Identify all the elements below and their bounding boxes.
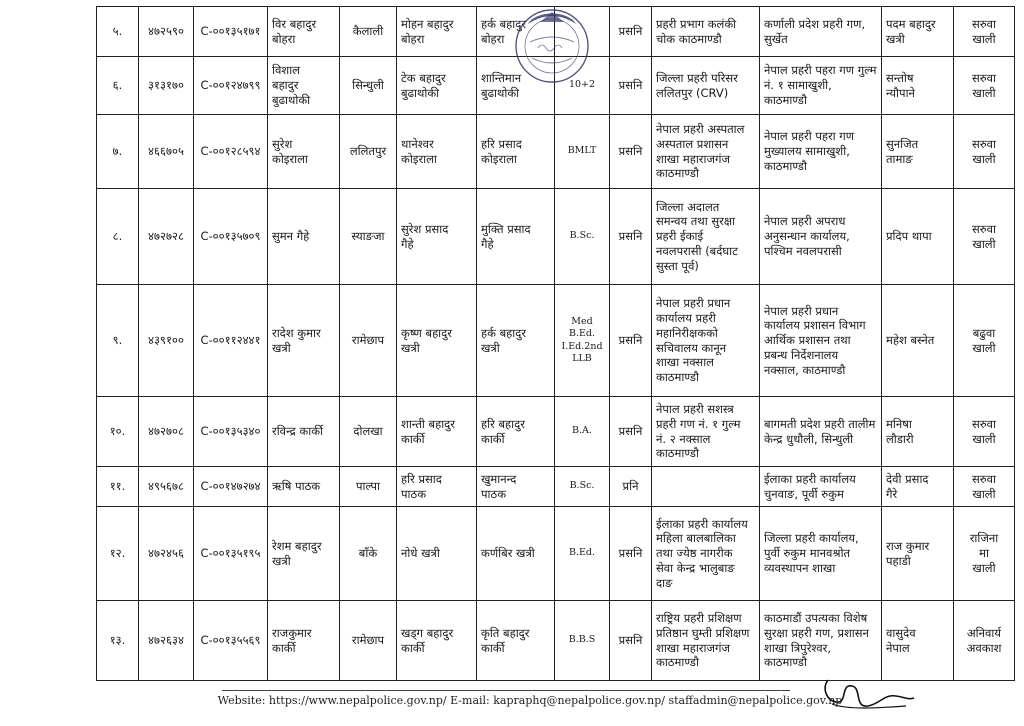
serial-number-cell (97, 7, 139, 57)
personnel-id-cell (139, 397, 194, 467)
remark: सरुवा खाली (971, 471, 997, 501)
current-office: जिल्ला अदालत समन्वय तथा सुरक्षा प्रहरी ईकाई नवलपरासी (बर्दघाट सुस्ता पूर्व) (656, 199, 738, 273)
education-cell (555, 115, 610, 189)
signature (818, 664, 918, 716)
district-cell (340, 507, 397, 601)
transfer-office: ईलाका प्रहरी कार्यालय चुनवाङ, पूर्वी रुकुम (764, 471, 856, 501)
grandfather-name-cell (477, 397, 555, 467)
grandfather-name: हर्क बहादुर खत्री (481, 325, 527, 355)
education-cell (555, 467, 610, 507)
footer-divider (222, 690, 790, 691)
district: ललितपुर (349, 144, 387, 159)
current-office-cell (652, 7, 760, 57)
service-status-cell (610, 285, 652, 397)
citizen-code-cell (194, 285, 268, 397)
remark-cell (954, 601, 1015, 681)
table-row (97, 467, 1015, 507)
approver-name-cell (882, 397, 954, 467)
district: सिन्धुली (352, 78, 384, 93)
transfer-office-cell (760, 7, 882, 57)
transfer-office-cell (760, 507, 882, 601)
education-cell (555, 397, 610, 467)
education-cell (555, 189, 610, 285)
table-row (97, 397, 1015, 467)
grandfather-name: हर्क बहादुर बोहरा (481, 16, 527, 46)
citizen-code-cell (194, 397, 268, 467)
education-cell (555, 285, 610, 397)
personnel-id: ३१३१७० (148, 78, 184, 93)
transfer-office: जिल्ला प्रहरी कार्यालय, पुर्वी रुकुम मानवश्रोत व्यवस्थापन शाखा (764, 531, 859, 575)
service-status: प्रसनि (618, 24, 643, 39)
transfer-office-cell (760, 189, 882, 285)
remark: सरुवा खाली (971, 416, 997, 446)
district: पाल्पा (356, 479, 380, 494)
remark: सरुवा खाली (971, 16, 997, 46)
remark: बढुवा खाली (972, 325, 996, 355)
remark: सरुवा खाली (971, 221, 997, 251)
grandfather-name-cell (477, 507, 555, 601)
employee-name: राजकुमार कार्की (272, 625, 312, 655)
employee-name-cell (268, 115, 340, 189)
personnel-id-cell (139, 601, 194, 681)
current-office-cell (652, 189, 760, 285)
remark-cell (954, 7, 1015, 57)
district-cell (340, 57, 397, 115)
grandfather-name: हरि बहादुर कार्की (481, 416, 525, 446)
grandfather-name-cell (477, 7, 555, 57)
citizen-code-cell (194, 601, 268, 681)
remark-cell (954, 57, 1015, 115)
service-status: प्रसनि (618, 144, 643, 159)
service-status-cell (610, 507, 652, 601)
grandfather-name: कर्णबिर खत्री (481, 546, 535, 561)
remark: अनिवार्य अवकाश (966, 625, 1002, 655)
serial-number: ८. (112, 229, 123, 244)
transfer-office: काठमाडौं उपत्यका विशेष सुरक्षा प्रहरी गण, प्रशासन शाखा त्रिपुरेश्वर, काठमाण्डौ (764, 611, 869, 670)
father-name-cell (397, 397, 477, 467)
education: 10+2 (568, 79, 596, 91)
service-status-cell (610, 189, 652, 285)
employee-name-cell (268, 57, 340, 115)
service-status: प्रसनि (618, 633, 643, 648)
father-name-cell (397, 115, 477, 189)
serial-number-cell (97, 57, 139, 115)
current-office: ईलाका प्रहरी कार्यालय महिला बालबालिका तथा ज्येष्ठ नागरीक सेवा केन्द्र भालुबाङ दाङ (656, 516, 748, 590)
education-cell (555, 7, 610, 57)
service-status-cell (610, 397, 652, 467)
remark-cell (954, 189, 1015, 285)
district-cell (340, 7, 397, 57)
personnel-id-cell (139, 57, 194, 115)
employee-name-cell (268, 189, 340, 285)
citizen-code-cell (194, 507, 268, 601)
table-row (97, 57, 1015, 115)
father-name-cell (397, 57, 477, 115)
footer-contact: Website: https://www.nepalpolice.gov.np/ E-mail: kapraphq@nepalpolice.gov.np/ staffadmin@nepalpolice.gov.np (217, 694, 843, 707)
current-office-cell (652, 57, 760, 115)
father-name: टेक बहादुर बुढाथोकी (401, 70, 446, 100)
district-cell (340, 467, 397, 507)
service-status: प्रसनि (618, 424, 643, 439)
district-cell (340, 397, 397, 467)
personnel-id-cell (139, 115, 194, 189)
transfer-office-cell (760, 397, 882, 467)
grandfather-name-cell (477, 189, 555, 285)
approver-name: पदम बहादुर खत्री (886, 16, 936, 46)
approver-name: देवी प्रसाद गैरे (886, 471, 929, 501)
transfer-office: बागमती प्रदेश प्रहरी तालीम केन्द्र धुधौली, सिन्धुली (764, 416, 876, 446)
employee-name: सुरेश कोइराला (272, 136, 308, 166)
serial-number: १३. (109, 633, 126, 648)
citizen-code: C-००१३५७०९ (200, 229, 261, 244)
education: Med B.Ed. I.Ed.2nd LLB (561, 316, 603, 364)
personnel-id: ४७२५९० (148, 24, 184, 39)
current-office: नेपाल प्रहरी सशस्त्र प्रहरी गण नं. १ गुल्म नं. २ नक्साल काठमाण्डौ (656, 402, 741, 461)
personnel-id-cell (139, 7, 194, 57)
grandfather-name: हरि प्रसाद कोइराला (481, 136, 522, 166)
remark: राजिना मा खाली (969, 531, 999, 575)
citizen-code-cell (194, 7, 268, 57)
remark-cell (954, 467, 1015, 507)
personnel-id-cell (139, 507, 194, 601)
approver-name-cell (882, 467, 954, 507)
employee-name-cell (268, 397, 340, 467)
current-office-cell (652, 507, 760, 601)
service-status: प्रसनि (618, 546, 643, 561)
remark: सरुवा खाली (971, 70, 997, 100)
education: B.Sc. (569, 480, 595, 492)
approver-name-cell (882, 57, 954, 115)
district: रामेछाप (351, 333, 385, 348)
employee-name-cell (268, 285, 340, 397)
serial-number-cell (97, 115, 139, 189)
education: B.B.S (568, 634, 596, 646)
transfer-office-cell (760, 115, 882, 189)
father-name-cell (397, 507, 477, 601)
district: बाँके (358, 546, 378, 561)
current-office-cell (652, 601, 760, 681)
service-status-cell (610, 115, 652, 189)
father-name-cell (397, 467, 477, 507)
service-status-cell (610, 467, 652, 507)
service-status: प्रसनि (618, 333, 643, 348)
district-cell (340, 115, 397, 189)
serial-number: ६. (112, 78, 123, 93)
employee-name-cell (268, 601, 340, 681)
approver-name: सुनजित तामाङ (886, 136, 919, 166)
serial-number: १०. (109, 424, 126, 439)
table-row (97, 189, 1015, 285)
personnel-id: ४७२७०८ (148, 424, 184, 439)
serial-number: ११. (109, 479, 126, 494)
serial-number: ७. (112, 144, 123, 159)
grandfather-name-cell (477, 285, 555, 397)
service-status: प्रसनि (618, 78, 643, 93)
citizen-code: C-००१२४७९९ (200, 78, 261, 93)
father-name: मोहन बहादुर बोहरा (401, 16, 454, 46)
approver-name-cell (882, 507, 954, 601)
father-name-cell (397, 189, 477, 285)
education-cell (555, 601, 610, 681)
approver-name: सन्तोष न्यौपाने (886, 70, 915, 100)
table-row (97, 7, 1015, 57)
employee-name-cell (268, 467, 340, 507)
serial-number: १२. (109, 546, 126, 561)
district: रामेछाप (351, 633, 385, 648)
district-cell (340, 189, 397, 285)
approver-name: मनिषा लौडारी (886, 416, 914, 446)
transfer-table (96, 6, 1015, 681)
father-name: हरि प्रसाद पाठक (401, 471, 442, 501)
approver-name-cell (882, 115, 954, 189)
personnel-id-cell (139, 285, 194, 397)
personnel-id: ४३९१०० (148, 333, 184, 348)
approver-name: वासुदेव नेपाल (886, 625, 916, 655)
approver-name: राज कुमार पहाडी (886, 538, 930, 568)
district: स्याङजा (351, 229, 385, 244)
table-body (97, 7, 1015, 681)
table-row (97, 285, 1015, 397)
transfer-office: नेपाल प्रहरी अपराध अनुसन्धान कार्यालय, पश्चिम नवलपरासी (764, 214, 850, 258)
service-status: प्रसनि (618, 229, 643, 244)
serial-number-cell (97, 397, 139, 467)
grandfather-name-cell (477, 115, 555, 189)
service-status: प्रनि (622, 479, 639, 494)
grandfather-name: शान्तिमान बुढाथोकी (481, 70, 522, 100)
father-name: नोधे खत्री (401, 546, 440, 561)
approver-name: प्रदिप थापा (886, 229, 932, 244)
personnel-id: ४९५६७८ (148, 479, 184, 494)
approver-name-cell (882, 285, 954, 397)
father-name: सुरेश प्रसाद गैहे (401, 221, 449, 251)
employee-name-cell (268, 7, 340, 57)
transfer-office: कर्णाली प्रदेश प्रहरी गण, सुर्खेत (764, 16, 866, 46)
education: B.A. (572, 425, 592, 437)
serial-number: ५. (112, 24, 123, 39)
personnel-id: ४६६७०५ (148, 144, 184, 159)
education-cell (555, 57, 610, 115)
citizen-code-cell (194, 115, 268, 189)
district-cell (340, 601, 397, 681)
employee-name: रादेश कुमार खत्री (272, 325, 321, 355)
citizen-code: C-००१२८५९४ (200, 144, 261, 159)
current-office: नेपाल प्रहरी अस्पताल अस्पताल प्रशासन शाखा महाराजगंज काठमाण्डौ (656, 122, 745, 181)
current-office: नेपाल प्रहरी प्रधान कार्यालय प्रहरी महानिरीक्षकको सचिवालय कानून शाखा नक्साल काठमाण्डौ (656, 296, 731, 384)
grandfather-name: मुक्ति प्रसाद गैहे (481, 221, 531, 251)
grandfather-name-cell (477, 467, 555, 507)
father-name: कृष्ण बहादुर खत्री (401, 325, 452, 355)
transfer-office: नेपाल प्रहरी प्रधान कार्यालय प्रशासन विभाग आर्थिक प्रशासन तथा प्रबन्ध निर्देशनालय नक्साल, काठमाण्डौ (764, 303, 866, 377)
employee-name: ऋषि पाठक (272, 479, 321, 494)
table-row (97, 115, 1015, 189)
approver-name-cell (882, 7, 954, 57)
employee-name-cell (268, 507, 340, 601)
transfer-office-cell (760, 57, 882, 115)
father-name: खड्ग बहादुर कार्की (401, 625, 454, 655)
employee-name: रविन्द्र कार्की (272, 424, 324, 439)
current-office-cell (652, 397, 760, 467)
employee-name: रेशम बहादुर खत्री (272, 538, 322, 568)
citizen-code: C-००११२४४१ (200, 333, 261, 348)
citizen-code: C-००१३५१९५ (200, 546, 261, 561)
remark: सरुवा खाली (971, 136, 997, 166)
grandfather-name: खुमानन्द पाठक (481, 471, 517, 501)
service-status-cell (610, 7, 652, 57)
serial-number: ९. (112, 333, 123, 348)
serial-number-cell (97, 467, 139, 507)
citizen-code-cell (194, 467, 268, 507)
grandfather-name: कृति बहादुर कार्की (481, 625, 530, 655)
serial-number-cell (97, 189, 139, 285)
service-status-cell (610, 601, 652, 681)
employee-name: विर बहादुर बोहरा (272, 16, 317, 46)
employee-name: सुमन गैहे (272, 229, 310, 244)
father-name: शान्ती बहादुर कार्की (401, 416, 455, 446)
employee-name: विशाल बहादुर बुढाथोकी (272, 63, 311, 107)
remark-cell (954, 507, 1015, 601)
current-office-cell (652, 115, 760, 189)
personnel-id: ४७२६३४ (148, 633, 184, 648)
district: कैलाली (352, 24, 384, 39)
transfer-office: नेपाल प्रहरी पहरा गण गुल्म नं. १ सामाखुशी, काठमाण्डौ (764, 63, 877, 107)
district: दोलखा (353, 424, 383, 439)
father-name-cell (397, 285, 477, 397)
approver-name-cell (882, 189, 954, 285)
personnel-id: ४७२४५६ (148, 546, 184, 561)
education: BMLT (567, 145, 597, 157)
education: B.Sc. (569, 230, 595, 242)
serial-number-cell (97, 507, 139, 601)
grandfather-name-cell (477, 57, 555, 115)
current-office-cell (652, 467, 760, 507)
personnel-id-cell (139, 189, 194, 285)
education-cell (555, 507, 610, 601)
father-name: थानेश्वर कोइराला (401, 136, 437, 166)
remark-cell (954, 285, 1015, 397)
table-row (97, 507, 1015, 601)
transfer-office: नेपाल प्रहरी पहरा गण मुख्यालय सामाखुशी, काठमाण्डौ (764, 129, 855, 173)
approver-name: महेश बस्नेत (886, 333, 935, 348)
transfer-office-cell (760, 285, 882, 397)
personnel-id-cell (139, 467, 194, 507)
serial-number-cell (97, 601, 139, 681)
father-name-cell (397, 7, 477, 57)
personnel-id: ४७२७२८ (148, 229, 184, 244)
citizen-code: C-००१३५१७१ (200, 24, 261, 39)
citizen-code-cell (194, 189, 268, 285)
transfer-office-cell (760, 467, 882, 507)
current-office: राष्ट्रिय प्रहरी प्रशिक्षण प्रतिष्ठान घुम्ती प्रशिक्षण शाखा महाराजगंज काठमाण्डौ (656, 611, 750, 670)
father-name-cell (397, 601, 477, 681)
district-cell (340, 285, 397, 397)
citizen-code: C-००१३५३४० (200, 424, 261, 439)
current-office: प्रहरी प्रभाग कलंकी चोक काठमाण्डौ (656, 16, 737, 46)
remark-cell (954, 397, 1015, 467)
service-status-cell (610, 57, 652, 115)
citizen-code-cell (194, 57, 268, 115)
current-office: जिल्ला प्रहरी परिसर ललितपुर (CRV) (656, 70, 738, 100)
current-office-cell (652, 285, 760, 397)
education: B.Ed. (568, 547, 596, 559)
citizen-code: C-००१३५५६९ (200, 633, 261, 648)
citizen-code: C-००१४७२७४ (200, 479, 261, 494)
grandfather-name-cell (477, 601, 555, 681)
serial-number-cell (97, 285, 139, 397)
remark-cell (954, 115, 1015, 189)
